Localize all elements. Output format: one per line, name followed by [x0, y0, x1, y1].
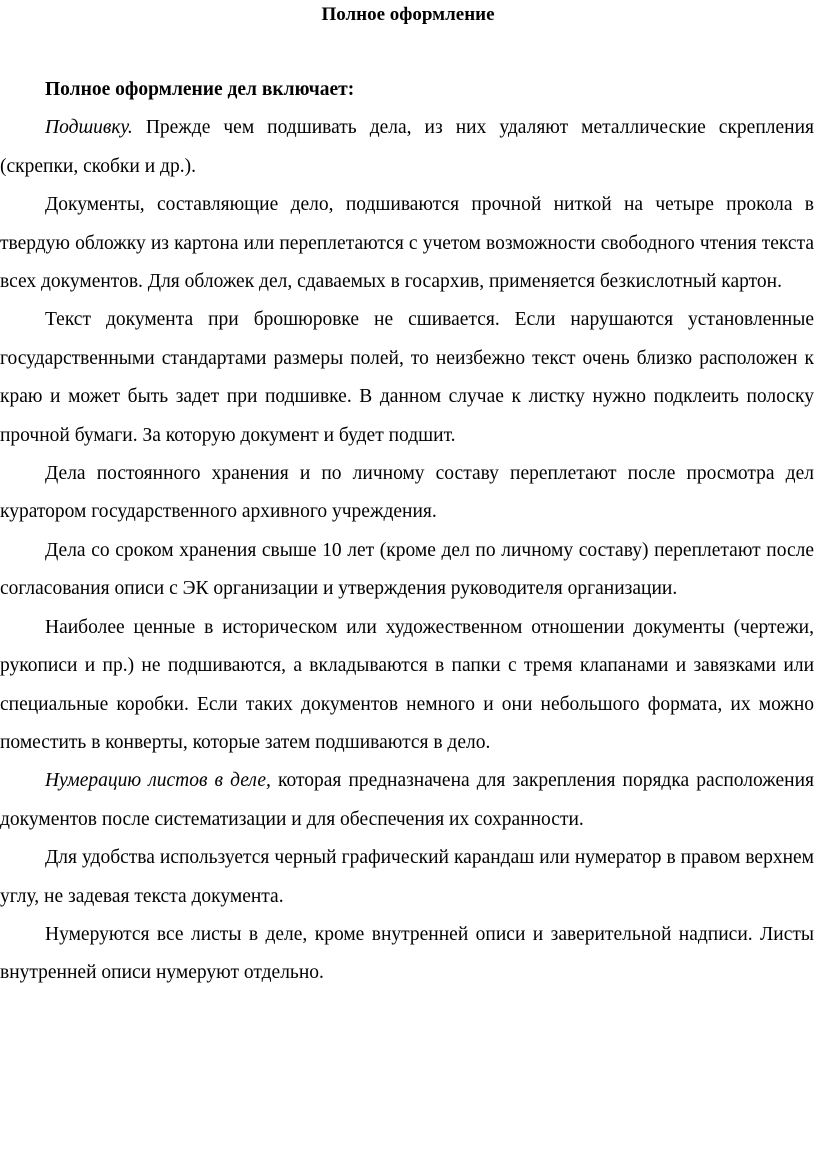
paragraph-4 [0, 455, 814, 532]
paragraph-text: Дела со сроком хранения свыше 10 лет (кроме дел по личному составу) переплетают после согласования описи с ЭК организации и утверждения руководителя организации. [0, 539, 814, 600]
paragraph-text: Прежде чем подшивать дела, из них удаляют металлические скрепления (скрепки, скобки и др.). [0, 117, 814, 177]
paragraph-text: Текст документа при брошюровке не сшивается. Если нарушаются установленные государственными стандартами размеры полей, то неизбежно текст очень близко расположен к краю и может быть задет при подшивке. В данном случае к листку нужно подклеить полоску прочной бумаги. За которую документ и будет подшит. [0, 309, 814, 446]
paragraph-2 [0, 186, 814, 301]
paragraph-text: Документы, составляющие дело, подшиваются прочной ниткой на четыре прокола в твердую обложку из картона или переплетаются с учетом возможности свободного чтения текста всех документов. Для обложек дел, сдаваемых в госархив, применяется безкислотный картон. [0, 194, 814, 293]
section-heading-text: Полное оформление дел включает: [45, 79, 355, 100]
paragraph-text: которая предназначена для закрепления порядка расположения документов после систематизации и для обеспечения их сохранности. [0, 770, 814, 830]
paragraph-text: Наиболее ценные в историческом или художественном отношении документы (чертежи, рукописи и пр.) не подшиваются, а вкладываются в папки с тремя клапанами и завязками или специальные коробки. Если таких документов немного и они небольшого формата, их можно поместить в конверты, которые затем подшиваются в дело. [0, 616, 814, 753]
section-heading [0, 71, 814, 109]
paragraph-lead: Подшивку. [45, 117, 133, 139]
document-body [0, 71, 814, 993]
paragraph-text: Дела постоянного хранения и по личному составу переплетают после просмотра дел куратором государственного архивного учреждения. [0, 463, 814, 523]
paragraph-8 [0, 839, 814, 916]
page-title: Полное оформление [321, 4, 495, 25]
paragraph-lead: Нумерацию листов в деле, [45, 770, 271, 792]
paragraph-6 [0, 609, 814, 763]
paragraph-1 [0, 109, 814, 186]
paragraph-9 [0, 916, 814, 993]
paragraph-text: Нумеруются все листы в деле, кроме внутренней описи и заверительной надписи. Листы внутренней описи нумеруют отдельно. [0, 923, 814, 984]
paragraph-3 [0, 301, 814, 455]
paragraph-5 [0, 532, 814, 609]
paragraph-7 [0, 762, 814, 839]
paragraph-text: Для удобства используется черный графический карандаш или нумератор в правом верхнем углу, не задевая текста документа. [0, 847, 814, 907]
